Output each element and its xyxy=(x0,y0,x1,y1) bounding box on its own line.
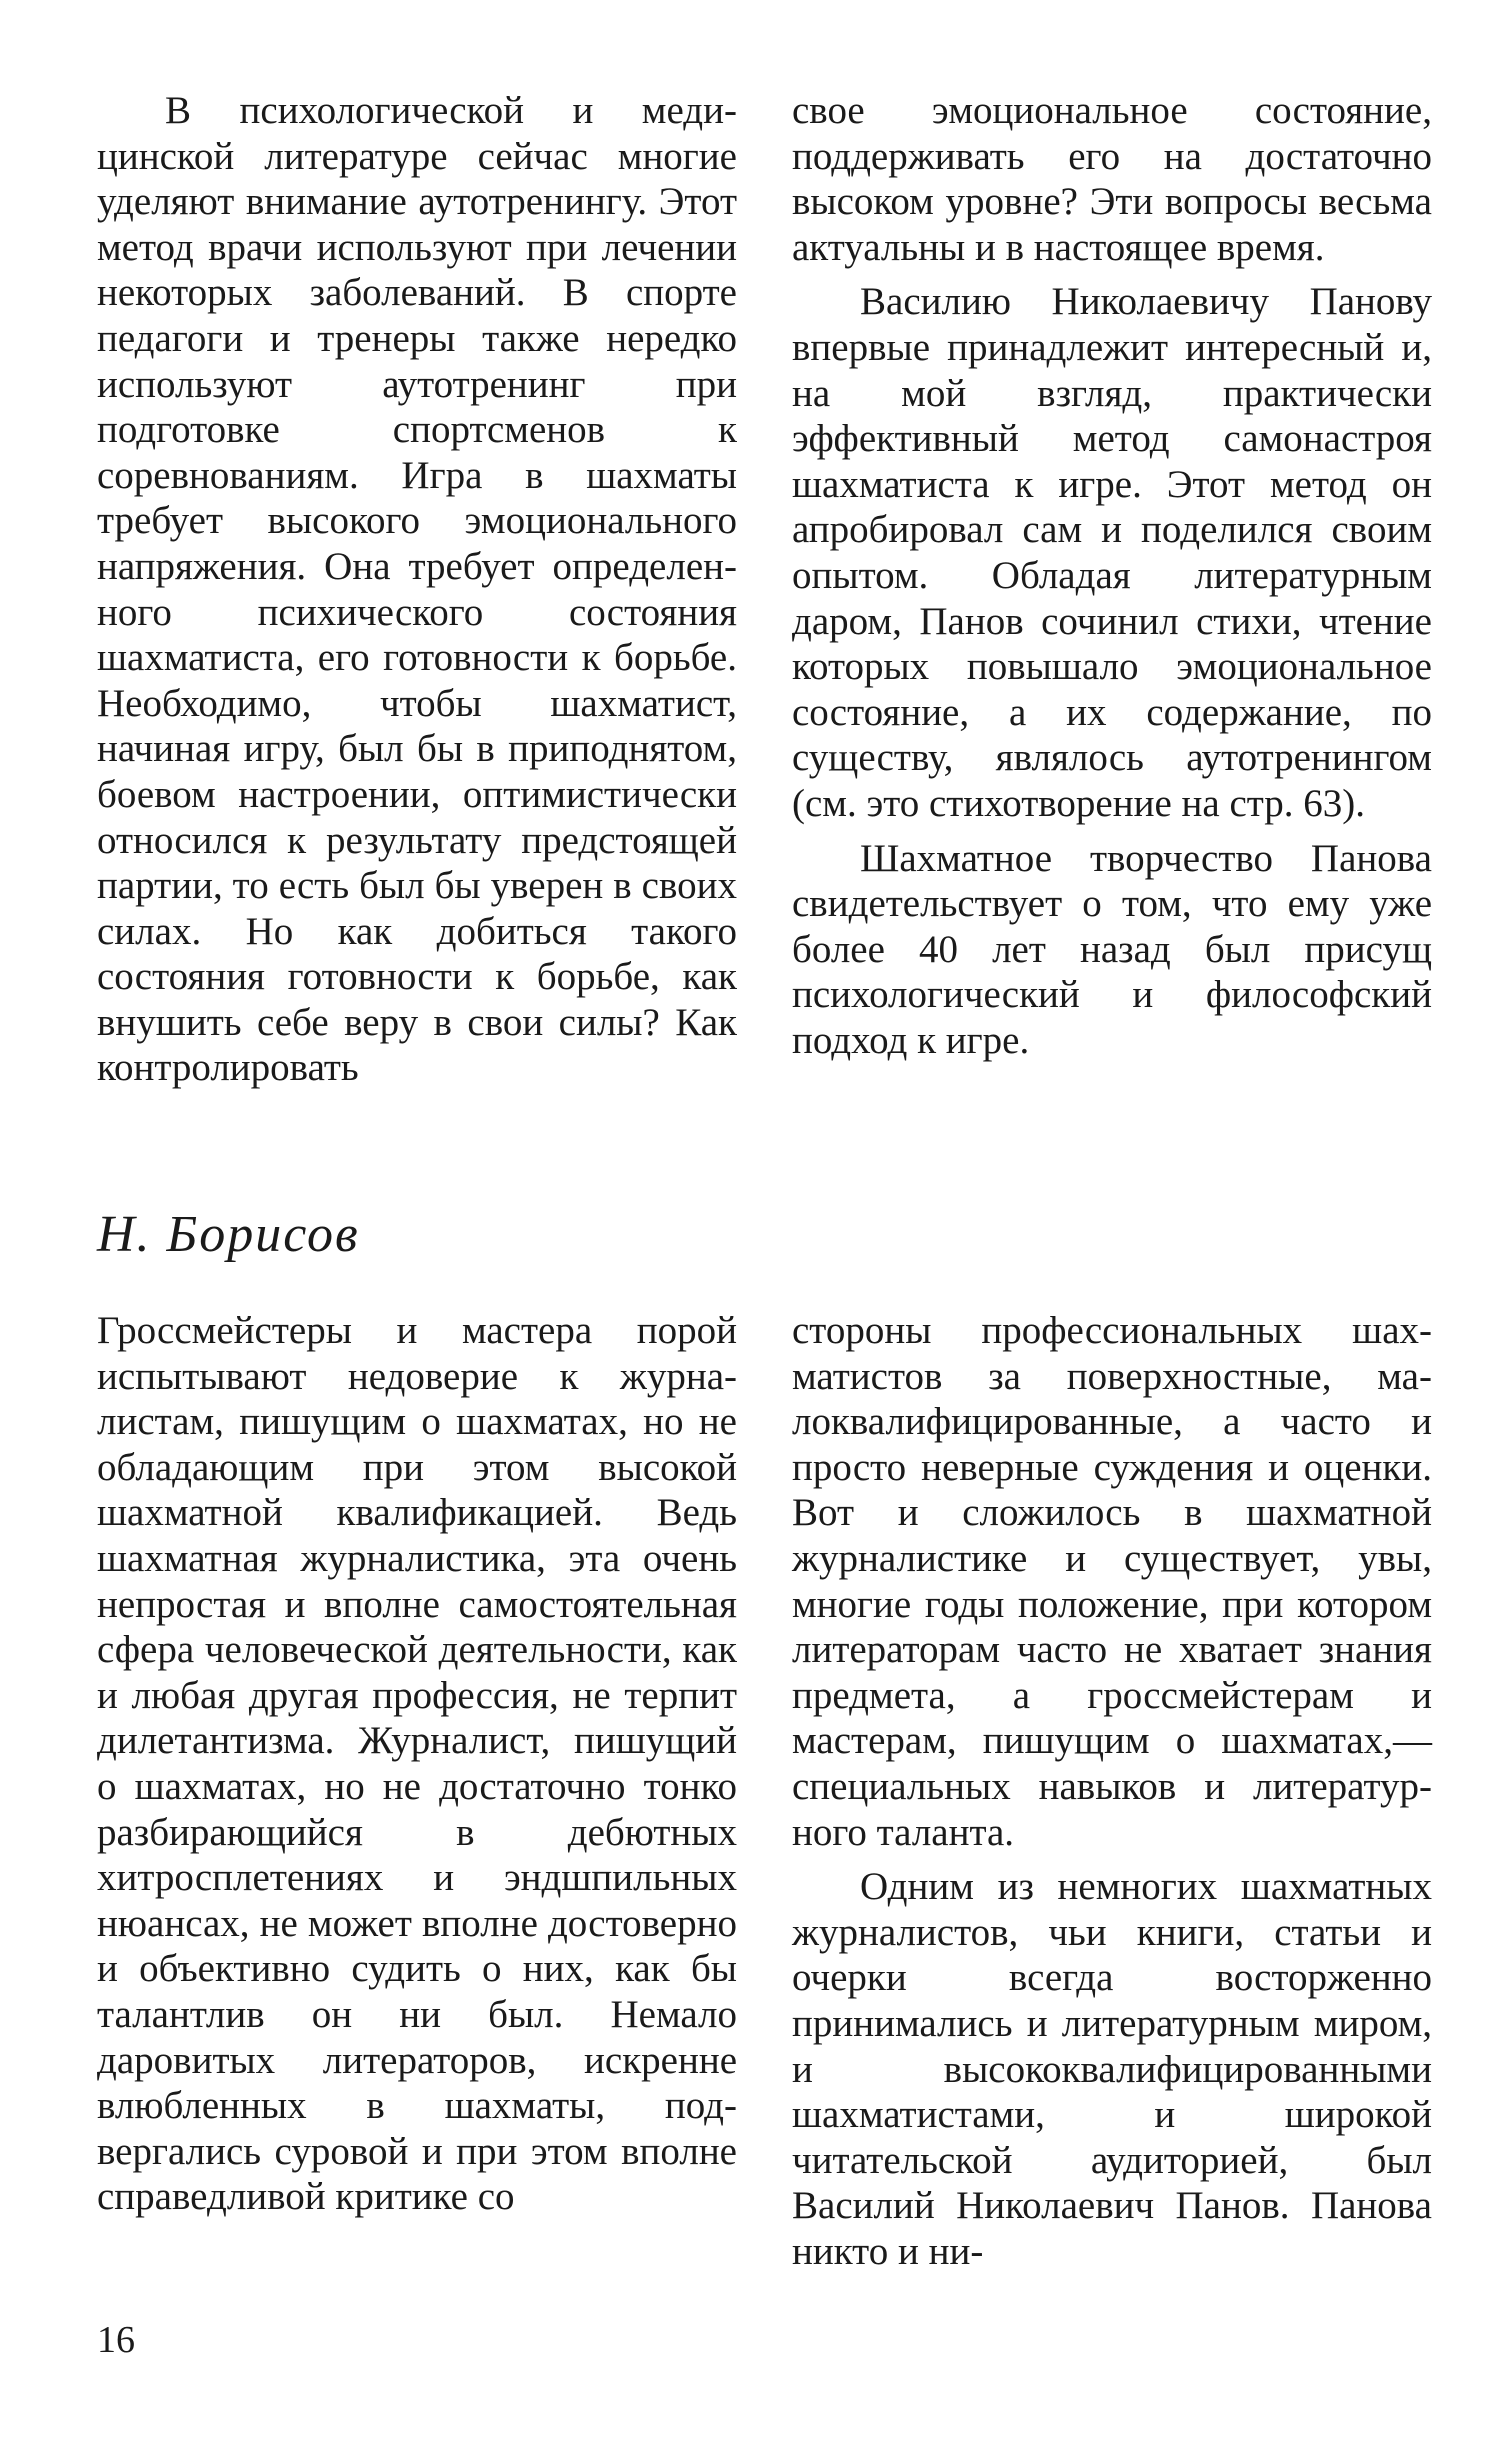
paragraph: Василию Николаевичу Панову впервые принадлежит интересный и, на мой взгляд, практически эффективный метод самонастроя шахматиста к игре. Этот метод он апробировал сам и поделился своим опытом. Обладая литературным даром, Панов сочинил стихи, чтение которых повышало эмоциональное состояние, а их содержание, по существу, являлось аутотренингом (см. это стихотворение на стр. 63). xyxy=(792,280,1432,825)
paragraph: Шахматное творчество Панова свидетельствует о том, что ему уже более 40 лет назад был присущ психологический и философский подход к игре. xyxy=(792,836,1432,1062)
page-number: 16 xyxy=(97,2319,135,2361)
bottom-left-column xyxy=(97,1308,737,2220)
paragraph: Одним из немногих шахматных журналистов, чьи книги, статьи и очерки всегда восторженно принимались и литературным миром, и высококвалифицированными шахматистами, и широкой читательской аудиторией, был Василий Николаевич Панов. Панова никто и ни- xyxy=(792,1865,1432,2273)
author-heading: Н. Борисов xyxy=(97,1206,360,1263)
paragraph: стороны профессиональных шахматистов за поверхностные, малоквалифицированные, а часто и просто неверные суждения и оценки. Вот и сложилось в шахматной журналистике и существует, увы, многие годы положение, при котором литераторам часто не хватает знания предмета, а гроссмейстерам и мастерам, пишущим о шахматах,— специальных навыков и литературного таланта. xyxy=(792,1309,1432,1854)
paragraph: В психологической и медицинской литературе сейчас многие уделяют внимание аутотренингу. Этот метод врачи используют при лечении некоторых заболеваний. В спорте педагоги и тренеры также нередко используют аутотренинг при подготовке спортсменов к соревнованиям. Игра в шахматы требует высокого эмоционального напряжения. Она требует определенного психического состояния шахматиста, его готовности к борьбе. Необходимо, чтобы шахматист, начиная игру, был бы в приподнятом, боевом настроении, оптимистически относился к результату предстоящей партии, то есть был бы уверен в своих силах. Но как добиться такого состояния готовности к борьбе, как внушить себе веру в свои силы? Как контролировать xyxy=(97,89,737,1090)
paragraph: Гроссмейстеры и мастера порой испытывают недоверие к журналистам, пишущим о шахматах, но не обладающим при этом высокой шахматной квалификацией. Ведь шахматная журналистика, эта очень непростая и вполне самостоятельная сфера человеческой деятельности, как и любая другая профессия, не терпит дилетантизма. Журналист, пишущий о шахматах, но не достаточно тонко разбирающийся в дебютных хитросплетениях и эндшпильных нюансах, не может вполне достоверно и объективно судить о них, как бы талантлив он ни был. Немало даровитых литераторов, искренне влюбленных в шахматы, подвергались суровой и при этом вполне справедливой критике со xyxy=(97,1309,737,2219)
paragraph: свое эмоциональное состояние, поддерживать его на достаточно высоком уровне? Эти вопросы весьма актуальны и в настоящее время. xyxy=(792,89,1432,269)
top-left-column xyxy=(97,88,737,1091)
bottom-right-column xyxy=(792,1308,1432,2274)
top-right-column xyxy=(792,88,1432,1063)
